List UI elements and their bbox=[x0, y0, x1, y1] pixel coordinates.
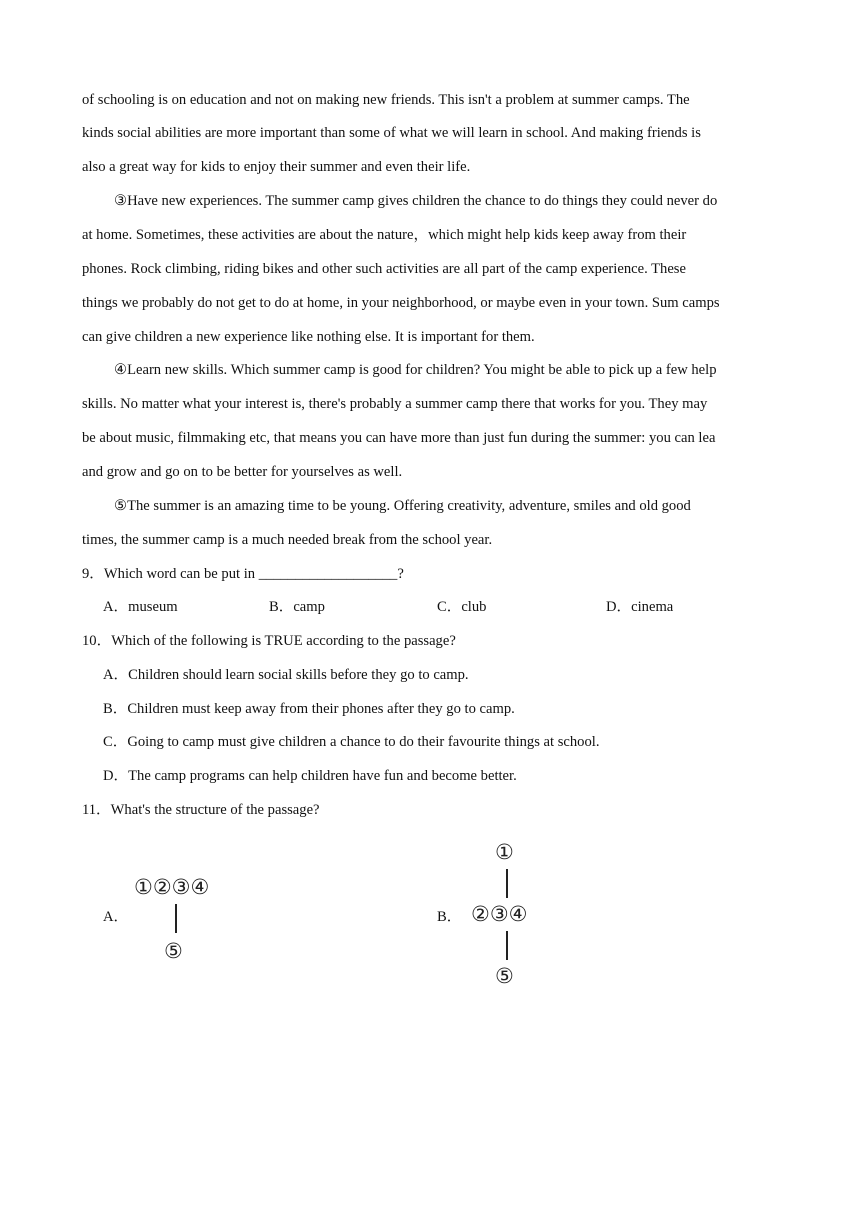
question-stem: 10．Which of the following is TRUE according to the passage? bbox=[82, 633, 456, 649]
option-a-label: A． bbox=[103, 909, 129, 925]
passage-line: ④Learn new skills. Which summer camp is good for children? You might be able to pick up a few help bbox=[114, 362, 717, 378]
option-b[interactable]: B．camp bbox=[269, 599, 325, 615]
diagram-bottom-circle: ⑤ bbox=[164, 939, 183, 963]
question-stem: 9．Which word can be put in ___________________? bbox=[82, 566, 404, 582]
passage-line: at home. Sometimes, these activities are about the nature，which might help kids keep away from their bbox=[82, 227, 687, 243]
passage-line: also a great way for kids to enjoy their summer and even their life. bbox=[82, 159, 471, 175]
option-c[interactable]: C．Going to camp must give children a chance to do their favourite things at school. bbox=[103, 734, 600, 750]
passage-line: be about music, filmmaking etc, that means you can have more than just fun during the summer: you can lea bbox=[82, 430, 716, 446]
option-b[interactable]: B．Children must keep away from their phones after they go to camp. bbox=[103, 701, 515, 717]
passage-line: kinds social abilities are more important than some of what we will learn in school. And making friends is bbox=[82, 125, 701, 141]
passage-line: things we probably do not get to do at home, in your neighborhood, or maybe even in your town. Sum camps bbox=[82, 295, 720, 311]
option-d[interactable]: D．cinema bbox=[606, 599, 674, 615]
passage-line: ③Have new experiences. The summer camp gives children the chance to do things they could never do bbox=[114, 193, 718, 209]
option-a[interactable]: A．museum bbox=[103, 599, 178, 615]
passage-line: phones. Rock climbing, riding bikes and other such activities are all part of the camp experience. These bbox=[82, 261, 686, 277]
passage-line: ⑤The summer is an amazing time to be young. Offering creativity, adventure, smiles and old good bbox=[114, 498, 691, 514]
passage-line: skills. No matter what your interest is, there's probably a summer camp there that works for you. They may bbox=[82, 396, 708, 412]
diagram-top-circles: ①②③④ bbox=[134, 875, 210, 899]
diagram-top-circle: ① bbox=[495, 840, 514, 864]
option-a[interactable]: A．Children should learn social skills before they go to camp. bbox=[103, 667, 469, 683]
diagram-connector bbox=[506, 869, 508, 898]
passage-line: times, the summer camp is a much needed break from the school year. bbox=[82, 532, 493, 548]
diagram-connector bbox=[175, 904, 177, 933]
passage-line: of schooling is on education and not on making new friends. This isn't a problem at summer camps. The bbox=[82, 92, 690, 108]
diagram-middle-circles: ②③④ bbox=[471, 902, 528, 926]
diagram-connector bbox=[506, 931, 508, 960]
passage-line: can give children a new experience like nothing else. It is important for them. bbox=[82, 329, 535, 345]
question-stem: 11．What's the structure of the passage? bbox=[82, 802, 320, 818]
diagram-bottom-circle: ⑤ bbox=[495, 964, 514, 988]
passage-line: and grow and go on to be better for yourselves as well. bbox=[82, 464, 403, 480]
option-c[interactable]: C．club bbox=[437, 599, 487, 615]
option-d[interactable]: D．The camp programs can help children have fun and become better. bbox=[103, 768, 517, 784]
option-b-label: B． bbox=[437, 909, 462, 925]
